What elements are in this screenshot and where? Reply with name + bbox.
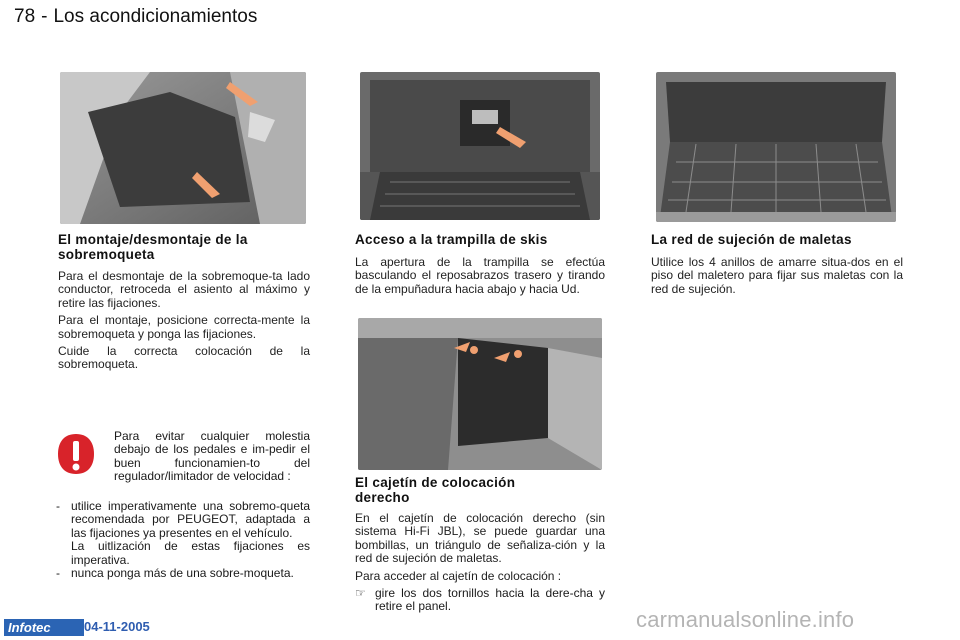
warning-bullets xyxy=(56,500,310,580)
trunk-floor-mat-photo xyxy=(60,72,306,224)
luggage-net-paragraph: Utilice los 4 anillos de amarre situa-dos en el piso del maletero para fijar sus maletas con la red de sujeción. xyxy=(651,255,903,296)
page-header xyxy=(14,6,257,28)
bullet-text: nunca ponga más de una sobre-moqueta. xyxy=(71,566,294,581)
storage-step xyxy=(355,587,605,614)
infotec-logo xyxy=(4,619,84,636)
ski-hatch-section xyxy=(355,232,605,300)
footer-date: 04-11-2005 xyxy=(84,619,150,634)
storage-paragraph-2: Para acceder al cajetín de colocación : xyxy=(355,568,562,583)
mat-paragraph-2: Para el montaje, posicione correcta-mente la sobremoqueta y ponga las fijaciones. xyxy=(58,313,310,341)
bullet-extra: La uitlización de estas fijaciones es imperativa. xyxy=(71,539,310,567)
storage-box-section xyxy=(355,475,605,614)
warning-lead-text: Para evitar cualquier molestia debajo de los pedales e im-pedir el buen funcionamien-to del regulador/limitador de velocidad : xyxy=(114,429,310,484)
ski-hatch-paragraph: La apertura de la trampilla se efectúa basculando el reposabrazos trasero y tirando de la empuñadura hacia abajo y hacia Ud. xyxy=(355,255,605,296)
storage-paragraph-1: En el cajetín de colocación derecho (sin sistema Hi-Fi JBL), se puede guardar una bombillas, un triángulo de señaliza-ción y la red de sujeción de maletas. xyxy=(355,511,605,566)
luggage-net-title: La red de sujeción de maletas xyxy=(651,232,852,247)
luggage-net-section xyxy=(651,232,903,300)
section-title: Los acondicionamientos xyxy=(53,6,258,27)
bullet-text: utilice imperativamente una sobremo-queta recomendada por PEUGEOT, adaptada a las fijaciones ya presentes en el vehículo. xyxy=(71,499,310,540)
infotec-logo-text: Infotec xyxy=(8,620,51,635)
mat-title-line1: El montaje/desmontaje de la xyxy=(58,232,248,247)
storage-title-line2: derecho xyxy=(355,490,410,505)
warning-bullet-2 xyxy=(56,567,310,580)
storage-step-text: gire los dos tornillos hacia la dere-cha y retire el panel. xyxy=(375,586,605,614)
warning-bullet-1 xyxy=(56,500,310,540)
bullet-dash: - xyxy=(56,566,60,581)
mat-title-line2: sobremoqueta xyxy=(58,247,155,262)
watermark-text: carmanualsonline.info xyxy=(636,607,855,632)
bullet-dash: - xyxy=(56,499,60,513)
page-number: 78 xyxy=(14,6,36,27)
header-separator: - xyxy=(41,6,48,27)
ski-hatch-photo xyxy=(360,72,600,220)
left-column xyxy=(58,232,310,376)
mat-section-title xyxy=(58,232,310,262)
pointing-hand-icon: ☞ xyxy=(355,586,366,601)
storage-title-line1: El cajetín de colocación xyxy=(355,475,516,490)
luggage-net-photo xyxy=(656,72,896,222)
storage-box-title xyxy=(355,475,605,505)
exclamation-warning-icon xyxy=(56,432,96,476)
ski-hatch-title: Acceso a la trampilla de skis xyxy=(355,232,548,247)
right-storage-box-photo xyxy=(358,318,602,470)
mat-paragraph-1: Para el desmontaje de la sobremoque-ta lado conductor, retroceda el asiento al máximo y retire las fijaciones. xyxy=(58,269,310,310)
mat-paragraph-3: Cuide la correcta colocación de la sobremoqueta. xyxy=(58,344,310,372)
